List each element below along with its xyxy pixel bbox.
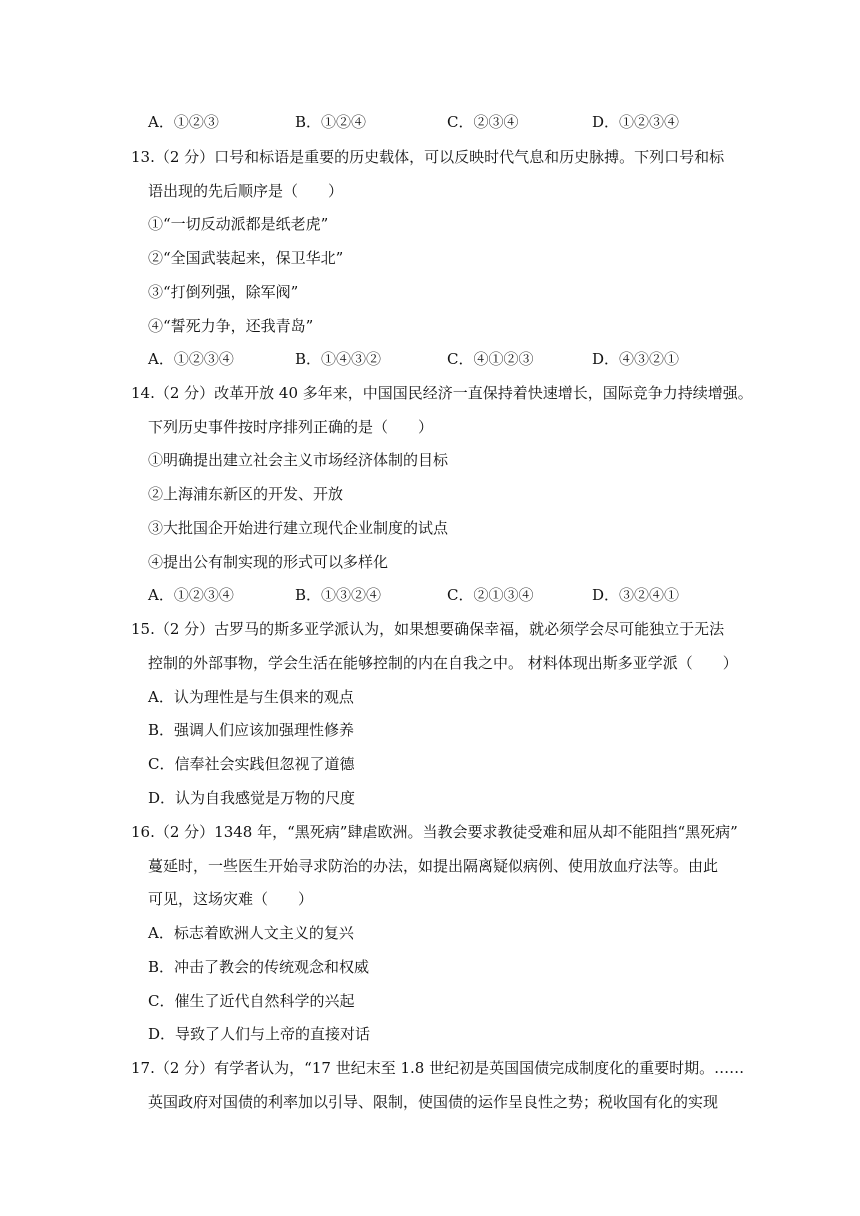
prev-option-d: D．①②③④ (592, 113, 680, 131)
q15-option-b: B．强调人们应该加强理性修养 (148, 721, 355, 739)
q16-option-b: B．冲击了教会的传统观念和权威 (148, 958, 370, 976)
q13-option-c: C．④①②③ (447, 350, 534, 368)
prev-option-c: C．②③④ (447, 113, 519, 131)
q15-stem-line1: 15.（2 分）古罗马的斯多亚学派认为，如果想要确保幸福，就必须学会尽可能独立于无法 (131, 620, 725, 638)
q14-item-2: ②上海浦东新区的开发、开放 (148, 485, 344, 503)
q14-stem-line1: 14.（2 分）改革开放 40 多年来，中国国民经济一直保持着快速增长，国际竞争力持续增强。 (131, 384, 753, 402)
q15-option-a: A．认为理性是与生俱来的观点 (148, 688, 354, 706)
q14-item-3: ③大批国企开始进行建立现代企业制度的试点 (148, 519, 449, 537)
q13-option-b: B．①④③② (295, 350, 382, 368)
q16-stem-line2: 蔓延时，一些医生开始寻求防治的办法，如提出隔离疑似病例、使用放血疗法等。由此 (148, 857, 719, 875)
q14-option-a: A．①②③④ (148, 586, 234, 604)
q13-stem-line1: 13.（2 分）口号和标语是重要的历史载体，可以反映时代气息和历史脉搏。下列口号和标 (131, 148, 725, 166)
q14-option-b: B．①③②④ (295, 586, 382, 604)
q15-stem-line2: 控制的外部事物，学会生活在能够控制的内在自我之中。 材料体现出斯多亚学派（ ） (148, 654, 738, 672)
q13-option-a: A．①②③④ (148, 350, 234, 368)
q16-option-d: D．导致了人们与上帝的直接对话 (148, 1025, 371, 1043)
q13-stem-line2: 语出现的先后顺序是（ ） (148, 182, 344, 200)
q14-stem-line2: 下列历史事件按时序排列正确的是（ ） (148, 418, 434, 436)
q15-option-d: D．认为自我感觉是万物的尺度 (148, 789, 356, 807)
q16-option-c: C．催生了近代自然科学的兴起 (148, 992, 355, 1010)
q16-stem-line3: 可见，这场灾难（ ） (148, 890, 314, 908)
q13-item-2: ②“全国武装起来，保卫华北” (148, 249, 344, 267)
q13-item-3: ③“打倒列强，除军阀” (148, 283, 299, 301)
q17-stem-line1: 17.（2 分）有学者认为，“17 世纪末至 1.8 世纪初是英国国债完成制度化的重要时期。…… (131, 1059, 745, 1077)
prev-option-b: B．①②④ (295, 113, 367, 131)
q14-item-4: ④提出公有制实现的形式可以多样化 (148, 553, 389, 571)
q13-item-1: ①“一切反动派都是纸老虎” (148, 215, 329, 233)
q14-item-1: ①明确提出建立社会主义市场经济体制的目标 (148, 451, 449, 469)
q16-stem-line1: 16.（2 分）1348 年，“黑死病”肆虐欧洲。当教会要求教徒受难和屈从却不能阻挡“黑死病” (131, 823, 738, 841)
q15-option-c: C．信奉社会实践但忽视了道德 (148, 755, 355, 773)
q16-option-a: A．标志着欧洲人文主义的复兴 (148, 924, 354, 942)
q17-stem-line2: 英国政府对国债的利率加以引导、限制，使国债的运作呈良性之势；税收国有化的实现 (148, 1093, 719, 1111)
q13-item-4: ④“誓死力争，还我青岛” (148, 317, 314, 335)
q14-option-d: D．③②④① (592, 586, 680, 604)
prev-option-a: A．①②③ (148, 113, 219, 131)
q13-option-d: D．④③②① (592, 350, 680, 368)
q14-option-c: C．②①③④ (447, 586, 534, 604)
